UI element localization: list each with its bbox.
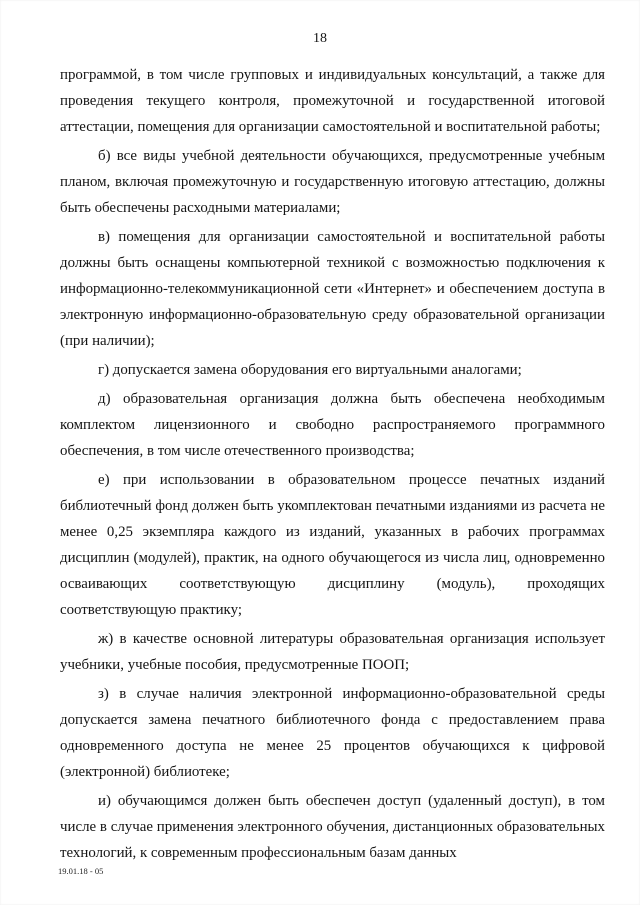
page-number: 18 — [313, 31, 327, 46]
document-body — [60, 62, 605, 869]
paragraph-item-i: и) обучающимся должен быть обеспечен доступ (удаленный доступ), в том числе в случае применения электронного обучения, дистанционных образовательных технологий, к современным профессиональным базам данных — [60, 793, 605, 861]
paragraph-item-z: з) в случае наличия электронной информационно-образовательной среды допускается замена печатного библиотечного фонда с предоставлением права одновременного доступа не менее 25 процентов обучающихся к цифровой (электронной) библиотеке; — [60, 686, 605, 780]
paragraph-item-b: б) все виды учебной деятельности обучающихся, предусмотренные учебным планом, включая промежуточную и государственную итоговую аттестацию, должны быть обеспечены расходными материалами; — [60, 148, 605, 216]
paragraph-item-d: д) образовательная организация должна быть обеспечена необходимым комплектом лицензионного и свободно распространяемого программного обеспечения, в том числе отечественного производства; — [60, 391, 605, 459]
paragraph-item-e: е) при использовании в образовательном процессе печатных изданий библиотечный фонд должен быть укомплектован печатными изданиями из расчета не менее 0,25 экземпляра каждого из изданий, указанных в рабочих программах дисциплин (модулей), практик, на одного обучающегося из числа лиц, одновременно осваивающих соответствующую дисциплину (модуль), проходящих соответствующую практику; — [60, 472, 605, 618]
paragraph-item-zh: ж) в качестве основной литературы образовательная организация использует учебники, учебные пособия, предусмотренные ПООП; — [60, 631, 605, 673]
paragraph-item-g: г) допускается замена оборудования его виртуальными аналогами; — [98, 362, 522, 378]
paragraph-item-v: в) помещения для организации самостоятельной и воспитательной работы должны быть оснащены компьютерной техникой с возможностью подключения к информационно-телекоммуникационной сети «Интернет» и обеспечением доступа в электронную информационно-образовательную среду образовательной организации (при наличии); — [60, 229, 605, 349]
paragraph-continuation: программой, в том числе групповых и индивидуальных консультаций, а также для проведения текущего контроля, промежуточной и государственной итоговой аттестации, помещения для организации самостоятельной и воспитательной работы; — [60, 67, 605, 135]
footer-document-code: 19.01.18 - 05 — [58, 866, 104, 876]
